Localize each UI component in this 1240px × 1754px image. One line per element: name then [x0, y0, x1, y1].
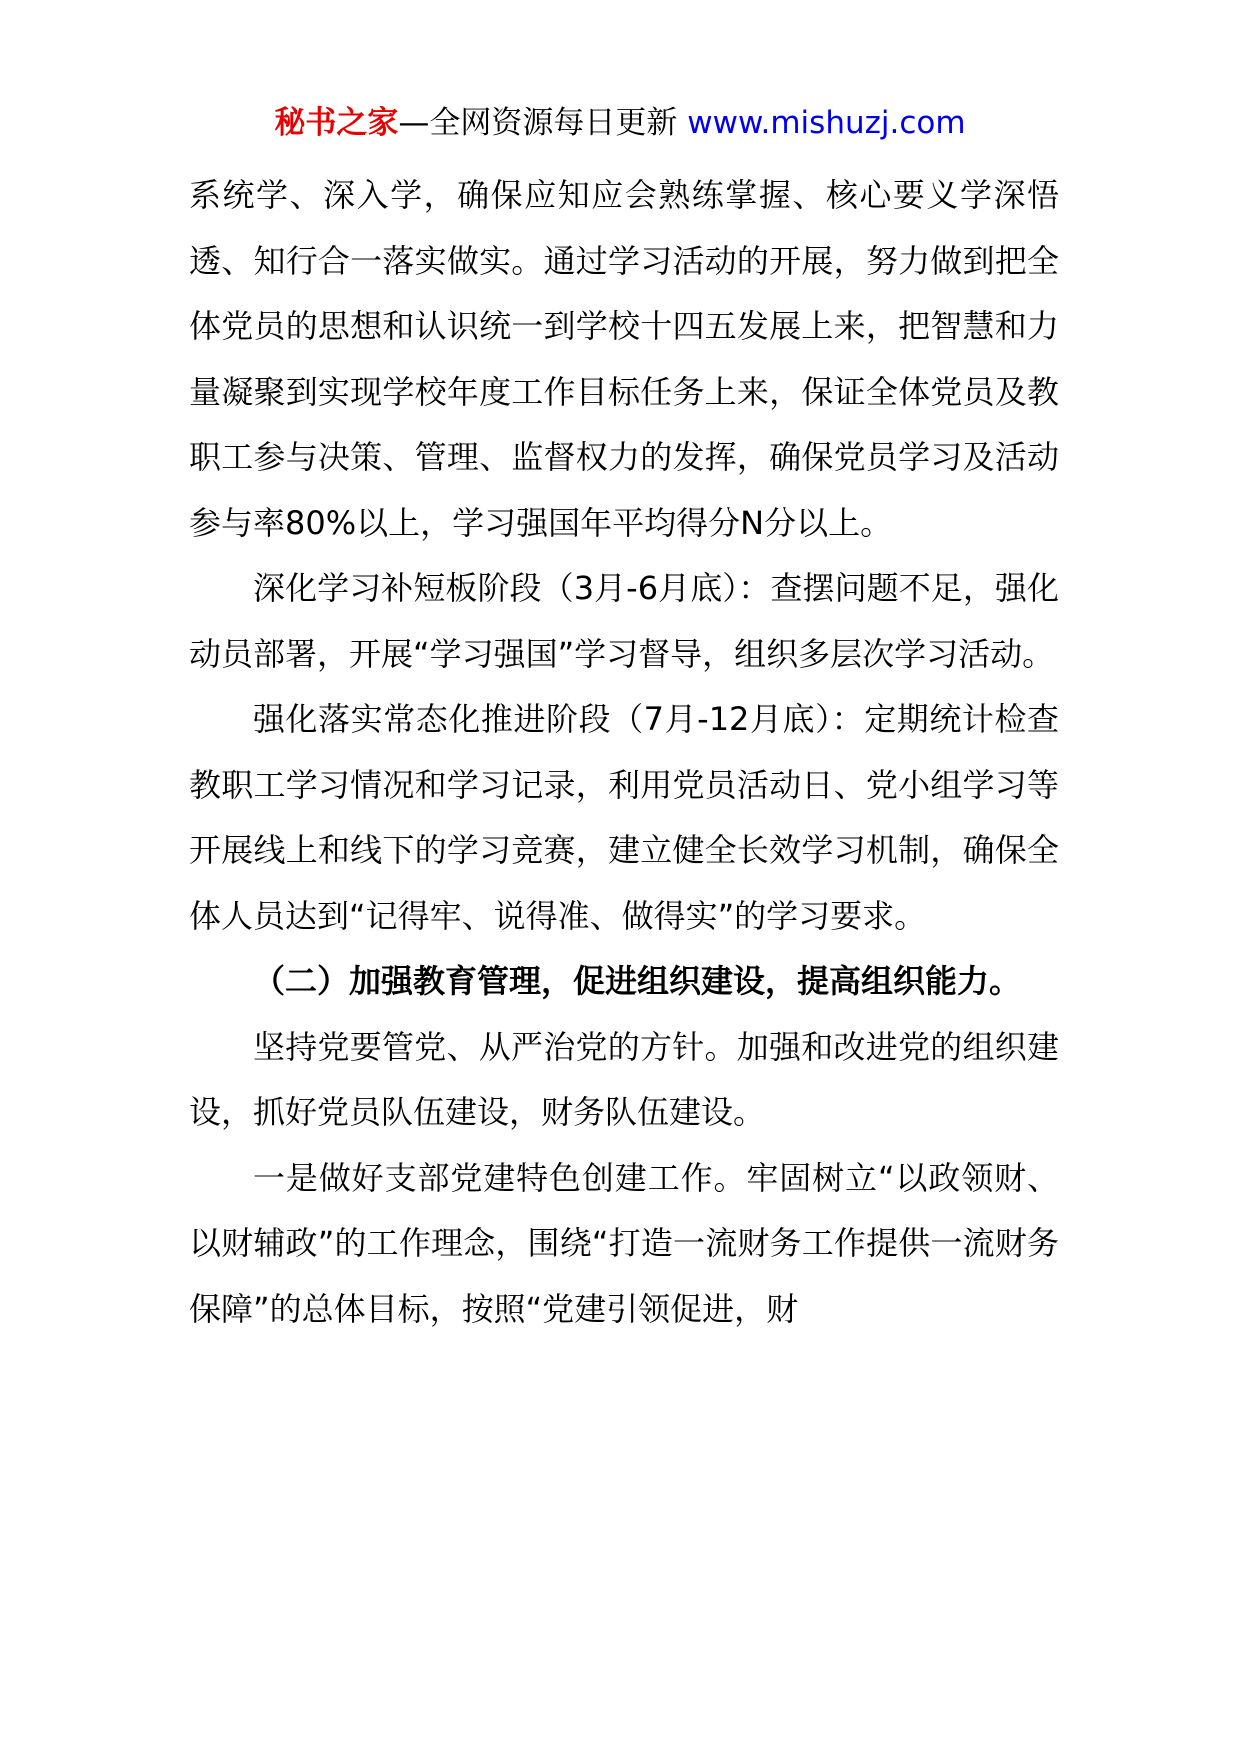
paragraph-stage-strengthen: 强化落实常态化推进阶段（7月-12月底）：定期统计检查教职工学习情况和学习记录，利用党员活动日、党小组学习等开展线上和线下的学习竞赛，建立健全长效学习机制，确保全体人员达到“记得牢、说得准、做得实”的学习要求。 [189, 700, 1059, 935]
site-url-link[interactable]: www.mishuzj.com [687, 105, 966, 141]
section-heading: （二）加强教育管理，促进组织建设，提高组织能力。 [253, 962, 1022, 1000]
paragraph-stage-deepen: 深化学习补短板阶段（3月-6月底）：查摆问题不足，强化动员部署，开展“学习强国”学习督导，组织多层次学习活动。 [189, 569, 1059, 673]
paragraph-principle: 坚持党要管党、从严治党的方针。加强和改进党的组织建设，抓好党员队伍建设，财务队伍建设。 [189, 1027, 1059, 1131]
document-body [189, 163, 1059, 1342]
paragraph-continued: 系统学、深入学，确保应知应会熟练掌握、核心要义学深悟透、知行合一落实做实。通过学习活动的开展，努力做到把全体党员的思想和认识统一到学校十四五发展上来，把智慧和力量凝聚到实现学校年度工作目标任务上来，保证全体党员及教职工参与决策、管理、监督权力的发挥，确保党员学习及活动参与率80%以上，学习强国年平均得分N分以上。 [189, 176, 1059, 542]
paragraph-item-one: 一是做好支部党建特色创建工作。牢固树立“以政领财、以财辅政”的工作理念，围绕“打造一流财务工作提供一流财务保障”的总体目标，按照“党建引领促进，财 [189, 1158, 1059, 1328]
site-tagline: —全网资源每日更新 [398, 105, 688, 141]
site-brand: 秘书之家 [274, 105, 399, 141]
site-header [0, 103, 1240, 143]
